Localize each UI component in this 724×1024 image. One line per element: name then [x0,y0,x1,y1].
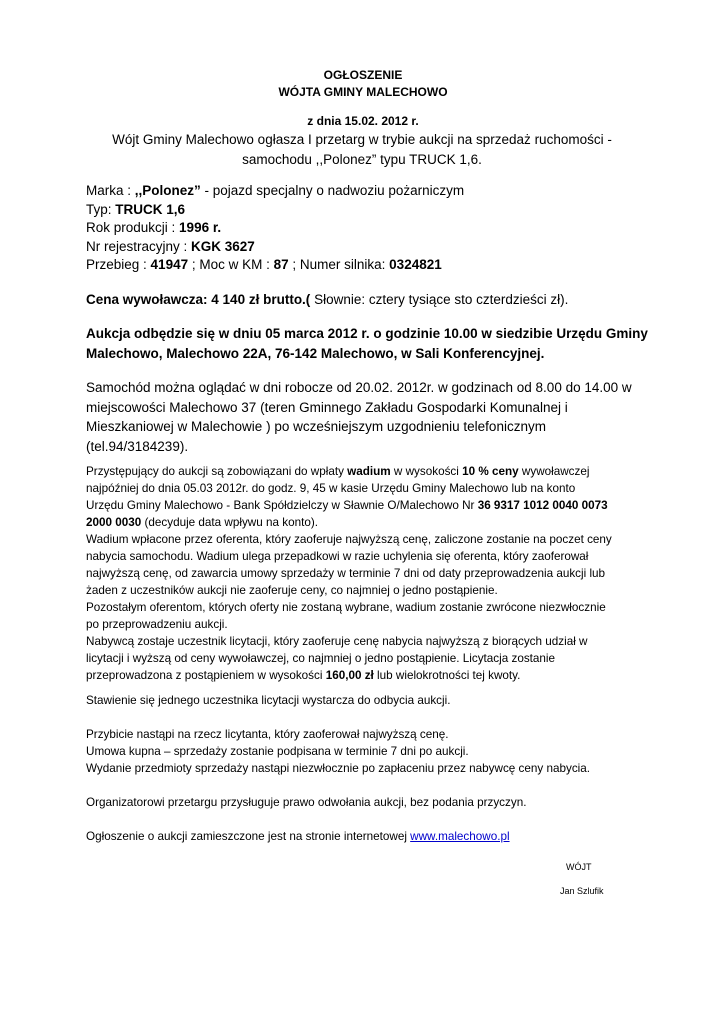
terms-p1-line-3 [86,497,656,514]
document-subtitle: WÓJTA GMINY MALECHOWO [278,85,448,99]
spec-przebieg-label: Przebieg : [86,257,151,272]
spec-przebieg-value: 41947 [150,257,189,272]
spec-marka-label: Marka : [86,183,135,198]
spec-przebieg [86,256,640,275]
website-prefix: Ogłoszenie o aukcji zamieszczone jest na stronie internetowej [86,830,411,843]
spec-silnik-label: ; Numer silnika: [288,257,390,272]
note-cancellation: Organizatorowi przetargu przysługuje prawo odwołania aukcji, bez podania przyczyn. [86,796,527,809]
viewing-info [86,378,640,456]
spec-marka [86,182,640,201]
bid-increment: 160,00 zł [325,669,374,682]
spec-moc-label: ; Moc w KM : [188,257,274,272]
spec-moc-value: 87 [273,257,289,272]
terms-p4-line3-b: lub wielokrotności tej kwoty. [373,669,521,682]
viewing-line-2: miejscowości Malechowo 37 (teren Gminnego Zakładu Gospodarki Komunalnej i [86,399,568,415]
website-link[interactable]: www.malechowo.pl [410,830,510,843]
terms-p2-line-2: nabycia samochodu. Wadium ulega przepadkowi w razie uchylenia się oferenta, który zaoferował [86,550,589,563]
spec-typ-label: Typ: [86,201,116,217]
note-website [86,828,640,845]
terms-p4-line-1: Nabywcą zostaje uczestnik licytacji, który zaoferuje cenę nabycia najwyższą z biorących udział w [86,635,588,648]
signature-title: WÓJT [566,862,592,872]
terms-p1-c: wywoławczej [518,465,590,478]
spec-rok-label: Rok produkcji : [86,220,180,235]
vehicle-specs [86,182,640,275]
terms-p1-b: w wysokości [390,465,463,478]
spec-marka-value: ,,Polonez” [134,183,201,198]
terms-wadium: wadium [347,465,391,478]
starting-price [86,290,640,309]
terms-p4-line-3 [86,667,656,684]
terms-p1-line3-a: Urzędu Gminy Malechowo - Bank Spółdzielczy w Sławnie O/Malechowo Nr [86,499,478,512]
spec-nr-label: Nr rejestracyjny : [86,238,192,254]
document-title: OGŁOSZENIE [323,68,403,82]
spec-nr [86,238,640,257]
terms-p2-line-3: najwyższą cenę, od zawarcia umowy sprzedaży w terminie 7 dni od daty przeprowadzenia aukcji lub [86,567,606,580]
auction-line-2: Malechowo, Malechowo 22A, 76-142 Malechowo, w Sali Konferencyjnej. [86,346,545,361]
bank-account-part-2: 2000 0030 [86,516,142,529]
auction-info [86,324,648,364]
document-date: z dnia 15.02. 2012 r. [307,114,419,128]
price-words: Słownie: cztery tysiące sto czterdzieści zł). [310,292,569,307]
spec-marka-desc: - pojazd specjalny o nadwoziu pożarniczym [200,183,465,198]
award-line-3: Wydanie przedmioty sprzedaży nastąpi niezwłocznie po zapłaceniu przez nabywcę ceny nabycia. [86,762,591,775]
spec-nr-value: KGK 3627 [191,238,255,254]
spec-rok [86,219,640,238]
note-single-participant: Stawienie się jednego uczestnika licytacji wystarcza do odbycia aukcji. [86,694,451,707]
spec-typ-value: TRUCK 1,6 [115,201,186,217]
terms-p1-line4-b: (decyduje data wpływu na konto). [141,516,318,529]
spec-typ [86,201,640,220]
terms-p2-line-1: Wadium wpłacone przez oferenta, który zaoferuje najwyższą cenę, zaliczone zostanie na poczet ceny [86,533,612,546]
terms-p1-line-2: najpóźniej do dnia 05.03 2012r. do godz. 9, 45 w kasie Urzędu Gminy Malechowo lub na konto [86,482,576,495]
terms-p1-a: Przystępujący do aukcji są zobowiązani do wpłaty [86,465,348,478]
terms-p1-line-1 [86,463,656,480]
terms-p1-line-4 [86,514,656,531]
award-line-1: Przybicie nastąpi na rzecz licytanta, który zaoferował najwyższą cenę. [86,728,449,741]
terms-p2-line-4: żaden z uczestników aukcji nie zaoferuje ceny, co najmniej o jedno postąpienie. [86,584,498,597]
terms-p4-line-2: licytacji i wyższą od ceny wywoławczej, co najmniej o jedno postąpienie. Licytacja zostanie [86,652,556,665]
bank-account-part-1: 36 9317 1012 0040 0073 [477,499,608,512]
terms-percent: 10 % ceny [462,465,519,478]
terms-p4-line3-a: przeprowadzona z postąpieniem w wysokości [86,669,326,682]
intro-line-2: samochodu ,,Polonez” typu TRUCK 1,6. [242,152,482,167]
intro-line-1: Wójt Gminy Malechowo ogłasza I przetarg w trybie aukcji na sprzedaż ruchomości - [112,132,612,147]
spec-silnik-value: 0324821 [389,257,442,272]
terms-p3-line-2: po przeprowadzeniu aukcji. [86,618,228,631]
signature-name: Jan Szlufik [560,886,604,896]
auction-line-1: Aukcja odbędzie się w dniu 05 marca 2012 r. o godzinie 10.00 w siedzibie Urzędu Gminy [86,326,648,341]
terms-section [86,463,656,684]
terms-p3-line-1: Pozostałym oferentom, których oferty nie zostaną wybrane, wadium zostanie zwrócone niezwłocznie [86,601,606,614]
spec-rok-value: 1996 r. [179,220,222,235]
viewing-line-4: (tel.94/3184239). [86,438,189,454]
price-label: Cena wywoławcza: 4 140 zł brutto.( [86,292,311,307]
award-notes [86,726,640,777]
award-line-2: Umowa kupna – sprzedaży zostanie podpisana w terminie 7 dni po aukcji. [86,745,469,758]
viewing-line-3: Mieszkaniowej w Malechowie ) po wcześniejszym uzgodnieniu telefonicznym [86,419,546,434]
viewing-line-1: Samochód można oglądać w dni robocze od 20.02. 2012r. w godzinach od 8.00 do 14.00 w [86,380,632,395]
